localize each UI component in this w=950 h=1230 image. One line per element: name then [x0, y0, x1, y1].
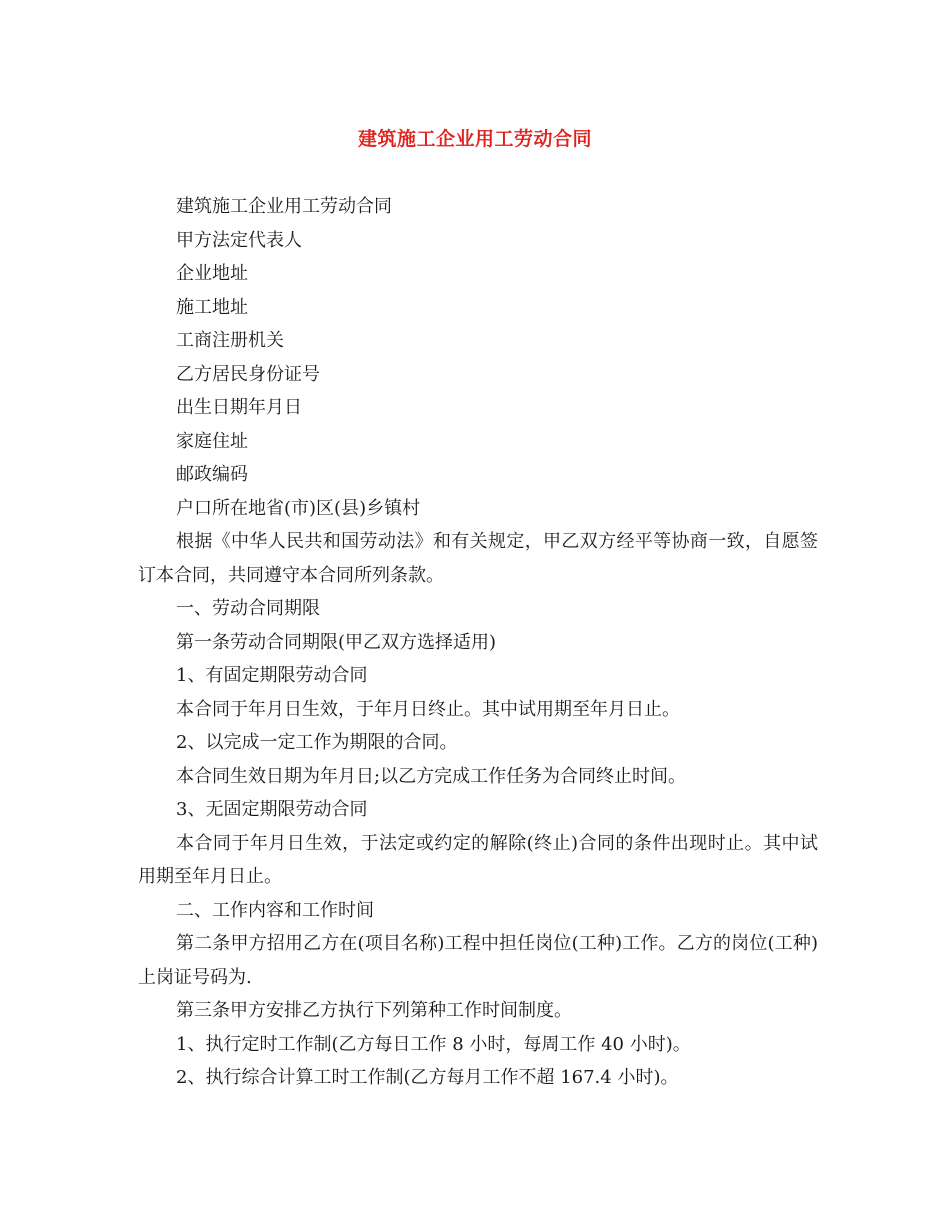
document-title: 建筑施工企业用工劳动合同 — [357, 128, 592, 150]
paragraph: 2、执行综合计算工时工作制(乙方每月工作不超 167.4 小时)。 — [176, 1067, 679, 1088]
paragraph: 第一条劳动合同期限(甲乙双方选择适用) — [176, 631, 497, 653]
paragraph: 乙方居民身份证号 — [176, 363, 320, 385]
paragraph: 本合同生效日期为年月日;以乙方完成工作任务为合同终止时间。 — [176, 765, 687, 787]
paragraph: 工商注册机关 — [176, 330, 284, 351]
paragraph: 施工地址 — [176, 296, 248, 318]
paragraph: 2、以完成一定工作为期限的合同。 — [176, 732, 458, 753]
paragraph: 第三条甲方安排乙方执行下列第种工作时间制度。 — [176, 1000, 572, 1021]
paragraph: 1、有固定期限劳动合同 — [176, 665, 368, 686]
paragraph: 企业地址 — [176, 263, 248, 284]
paragraph: 1、执行定时工作制(乙方每日工作 8 小时，每周工作 40 小时)。 — [176, 1033, 691, 1055]
section-heading: 二、工作内容和工作时间 — [176, 899, 374, 921]
paragraph: 根据《中华人民共和国劳动法》和有关规定，甲乙双方经平等协商一致，自愿签订本合同，共同遵守本合同所列条款。 — [138, 531, 818, 586]
paragraph: 本合同于年月日生效，于年月日终止。其中试用期至年月日止。 — [176, 698, 680, 720]
paragraph: 建筑施工企业用工劳动合同 — [176, 196, 392, 217]
paragraph: 出生日期年月日 — [176, 397, 302, 418]
paragraph: 甲方法定代表人 — [176, 229, 302, 251]
paragraph: 户口所在地省(市)区(县)乡镇村 — [176, 497, 421, 519]
paragraph: 家庭住址 — [176, 430, 248, 452]
section-heading: 一、劳动合同期限 — [176, 598, 320, 619]
document-body — [138, 190, 818, 1095]
paragraph: 第二条甲方招用乙方在(项目名称)工程中担任岗位(工种)工作。乙方的岗位(工种)上岗证号码为. — [138, 933, 818, 988]
paragraph: 邮政编码 — [176, 464, 248, 485]
paragraph: 3、无固定期限劳动合同 — [176, 799, 368, 820]
paragraph: 本合同于年月日生效，于法定或约定的解除(终止)合同的条件出现时止。其中试用期至年月日止。 — [138, 832, 818, 887]
